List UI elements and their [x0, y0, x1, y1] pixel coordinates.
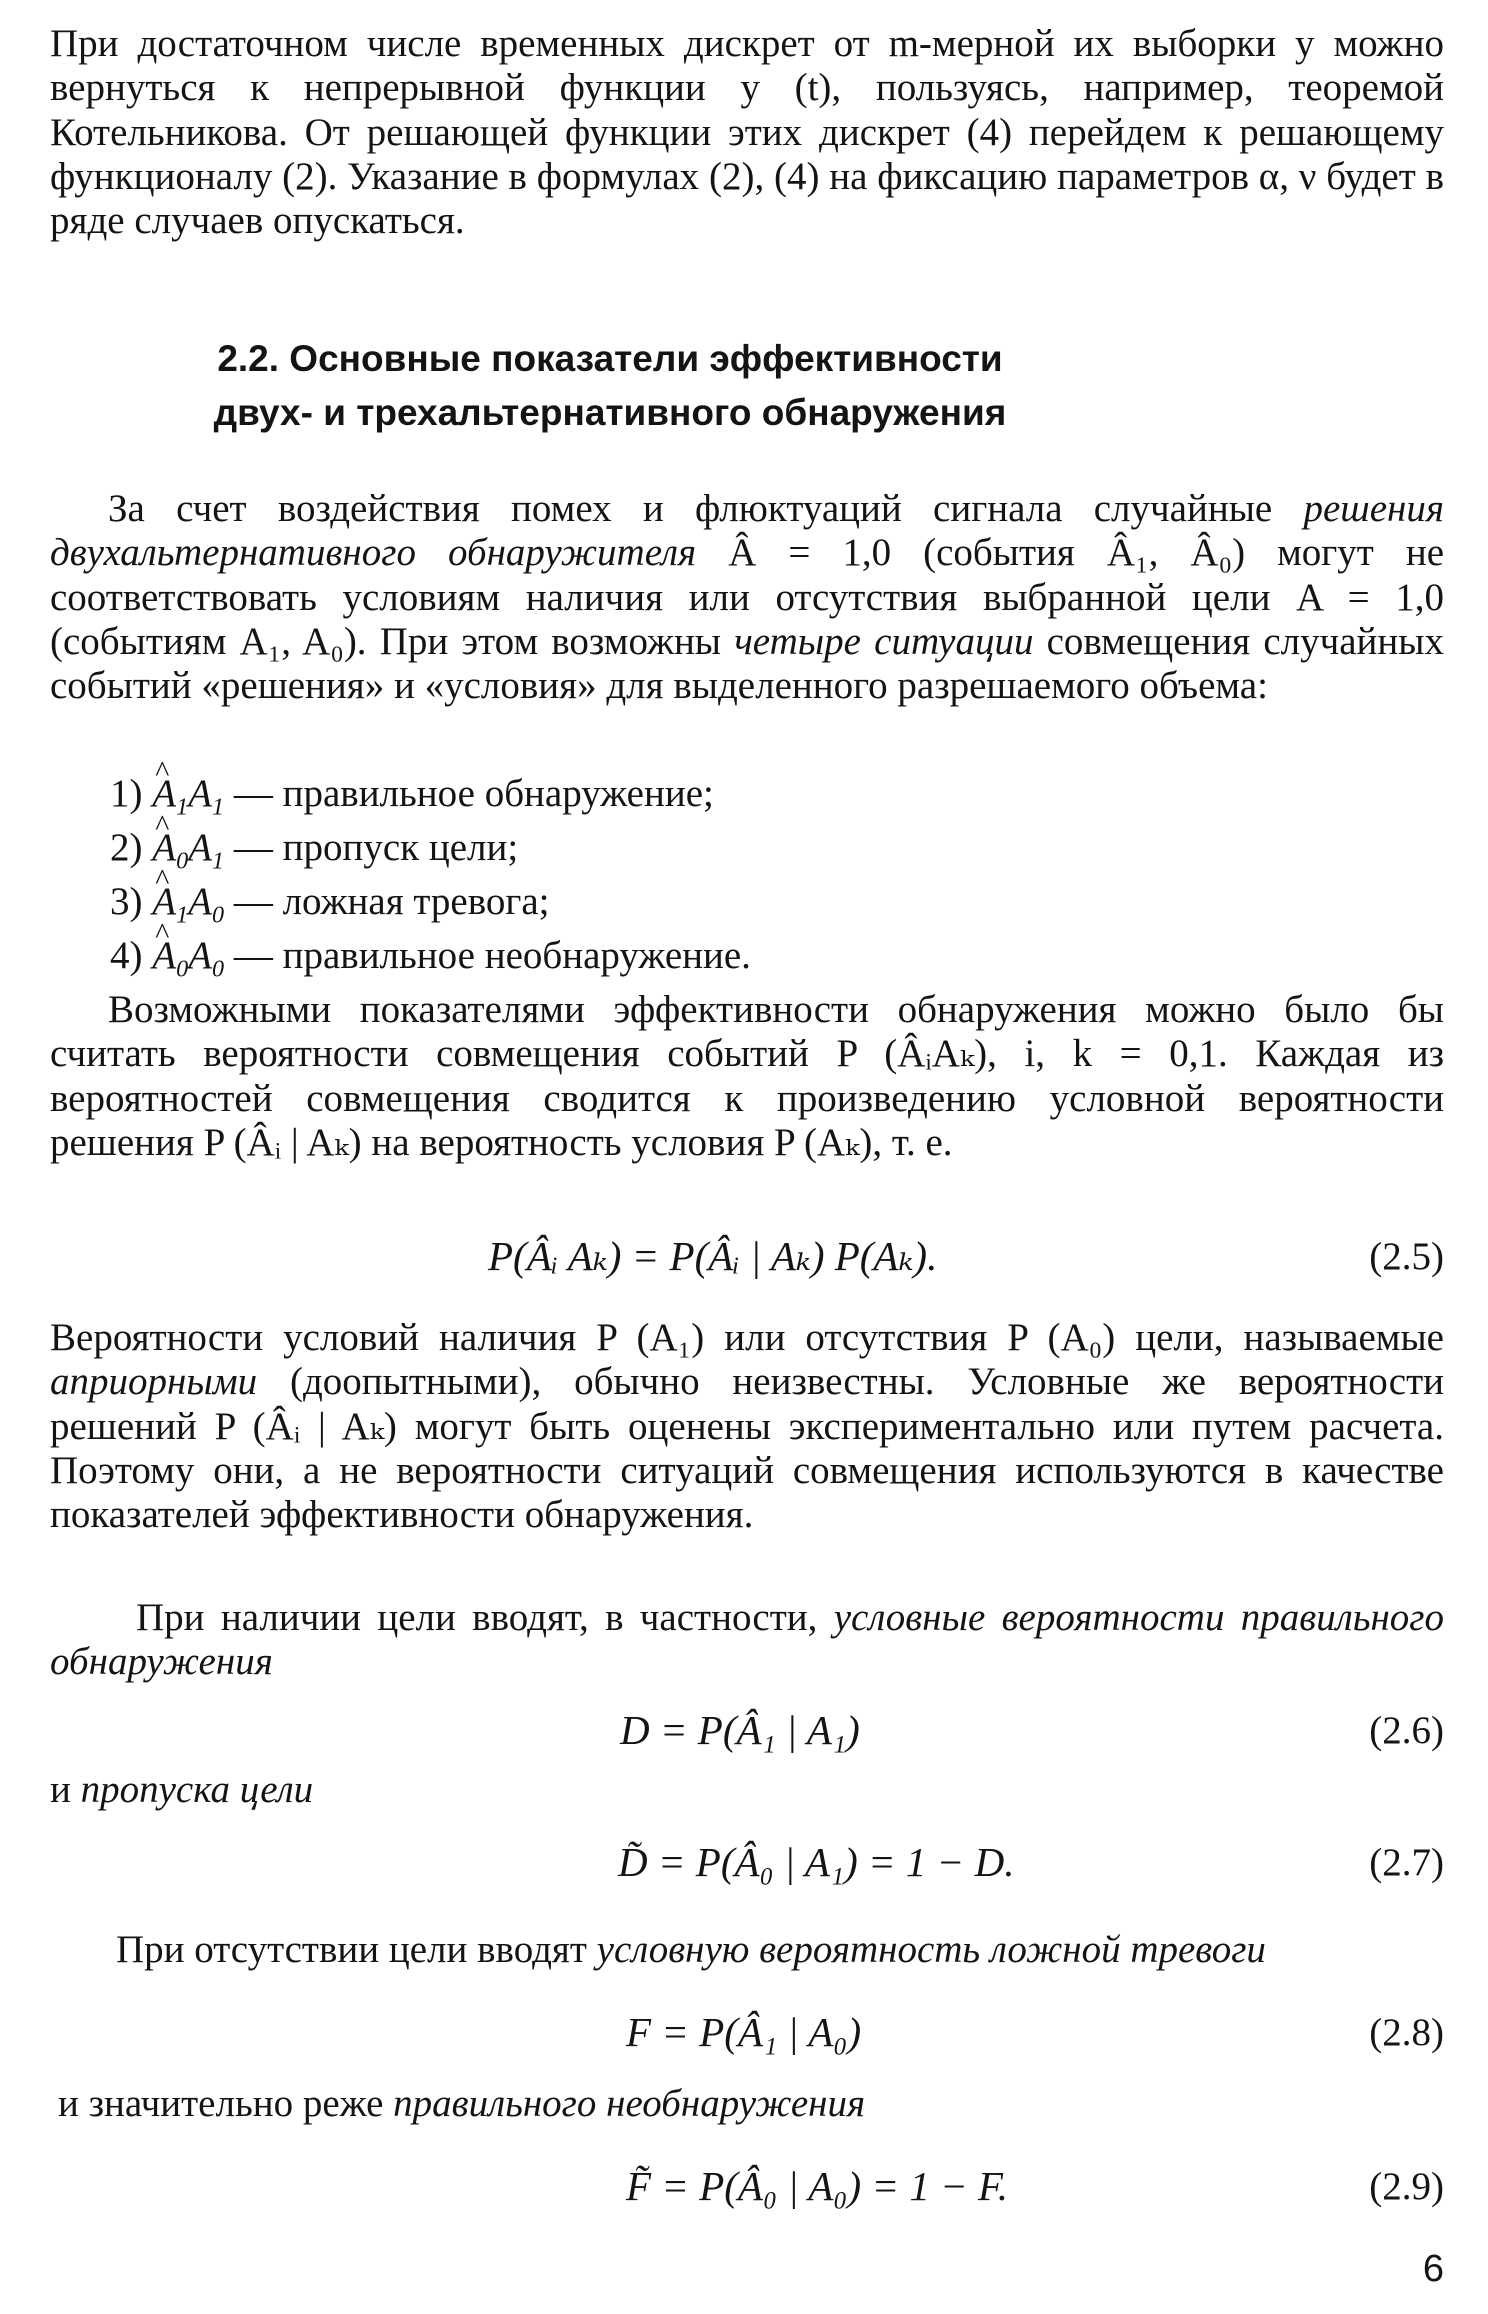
- list-symbol: ^ $A_0A_0$: [152, 934, 224, 977]
- equation-number: (2.9): [1369, 2165, 1444, 2208]
- apriori-text-1: Вероятности условий наличия P (A₁) или отсутствия P (A₀) цели, называемые: [50, 1316, 1444, 1359]
- list-item: [110, 826, 518, 883]
- absent-text: При отсутствии цели вводят: [116, 1928, 587, 1971]
- list-symbol: ^ $A_1A_0$: [152, 880, 224, 923]
- list-text: — пропуск цели;: [233, 826, 519, 869]
- equation-number: (2.7): [1369, 1841, 1444, 1884]
- equation-number: (2.5): [1369, 1235, 1444, 1278]
- section-heading-line2: двух- и трехальтернативного обнаружения: [213, 392, 1007, 433]
- intro-text-1: За счет воздействия помех и флюктуаций сигнала случайные: [108, 487, 1273, 530]
- list-symbol: ^ $A_0A_1$: [152, 826, 224, 869]
- equation-2-6: D = P(Â₁ | A₁): [620, 1707, 860, 1753]
- apriori-text-2: (доопытными), обычно неизвестны. Условные же вероятности решений P (Âᵢ | Aₖ) могут быть оценены экспериментально или путем расчета. Поэтому они, а не вероятности ситуаций совмещения используются в качестве показателей эффективности обнаружения.: [50, 1360, 1444, 1537]
- probability-text: Возможными показателями эффективности обнаружения можно было бы считать вероятности совмещения событий P (ÂᵢAₖ), i, k = 0,1. Каждая из вероятностей совмещения сводится к произведению условной вероятности решения P (Âᵢ | Aₖ) на вероятность условия P (Aₖ), т. е.: [50, 988, 1444, 1164]
- list-number: 1): [110, 772, 143, 815]
- absent-paragraph: [50, 1928, 1444, 1972]
- absent-italic: условную вероятность ложной тревоги: [596, 1928, 1266, 1971]
- intro-italic-1: решения двухальтернативного обнаружителя: [50, 487, 1444, 575]
- list-text: — ложная тревога;: [233, 880, 550, 923]
- list-text: — правильное обнаружение;: [233, 772, 714, 815]
- equation-2-7: D̃ = P(Â₀ | A₁) = 1 − D.: [618, 1839, 1015, 1885]
- list-number: 3): [110, 880, 143, 923]
- intro-italic-2: четыре ситуации: [734, 619, 1034, 663]
- equation-2-8: F = P(Â₁ | A₀): [626, 2009, 862, 2055]
- intro-paragraph: [50, 487, 1444, 708]
- apriori-italic: априорными: [50, 1360, 258, 1404]
- page-number: 6: [1422, 2248, 1444, 2290]
- apriori-paragraph: [50, 1316, 1444, 1537]
- section-heading-line1: 2.2. Основные показатели эффективности: [217, 338, 1003, 379]
- miss-text: и: [50, 1768, 71, 1811]
- miss-line: [50, 1768, 1444, 1812]
- miss-italic: пропуска цели: [80, 1768, 314, 1811]
- rare-text: и значительно реже: [58, 2082, 384, 2125]
- probability-paragraph: [50, 988, 1444, 1165]
- list-item: [110, 772, 714, 829]
- target-italic: условные вероятности правильного обнаружения: [50, 1596, 1445, 1684]
- list-number: 4): [110, 934, 143, 977]
- target-paragraph: [50, 1596, 1444, 1685]
- top-paragraph: При достаточном числе временных дискрет от m-мерной их выборки y можно вернуться к непрерывной функции y (t), пользуясь, например, теоремой Котельникова. От решающей функции этих дискрет (4) перейдем к решающему функционалу (2). Указание в формулах (2), (4) на фиксацию параметров α, ν будет в ряде случаев опускаться.: [50, 22, 1444, 243]
- rare-line: [50, 2082, 1444, 2126]
- equation-number: (2.6): [1369, 1709, 1444, 1752]
- intro-text-2: Â = 1,0 (события Â₁, Â₀) могут не соответствовать условиям наличия или отсутствия выбранной цели A = 1,0 (событиям A₁, A₀). При этом возможны: [50, 531, 1445, 663]
- equation-number: (2.8): [1369, 2011, 1444, 2054]
- list-item: [110, 880, 550, 937]
- equation-2-5: P(Âᵢ Aₖ) = P(Âᵢ | Aₖ) P(Aₖ).: [488, 1233, 938, 1279]
- list-text: — правильное необнаружение.: [233, 934, 751, 977]
- rare-italic: правильного необнаружения: [393, 2082, 866, 2125]
- list-item: [110, 934, 751, 991]
- target-text: При наличии цели вводят, в частности,: [136, 1596, 818, 1639]
- intro-text-3: совмещения случайных событий «решения» и «условия» для выделенного разрешаемого объема:: [50, 619, 1444, 708]
- list-symbol: ^ $A_1A_1$: [152, 772, 224, 815]
- list-number: 2): [110, 826, 143, 869]
- equation-2-9: F̃ = P(Â₀ | A₀) = 1 − F.: [626, 2163, 1009, 2209]
